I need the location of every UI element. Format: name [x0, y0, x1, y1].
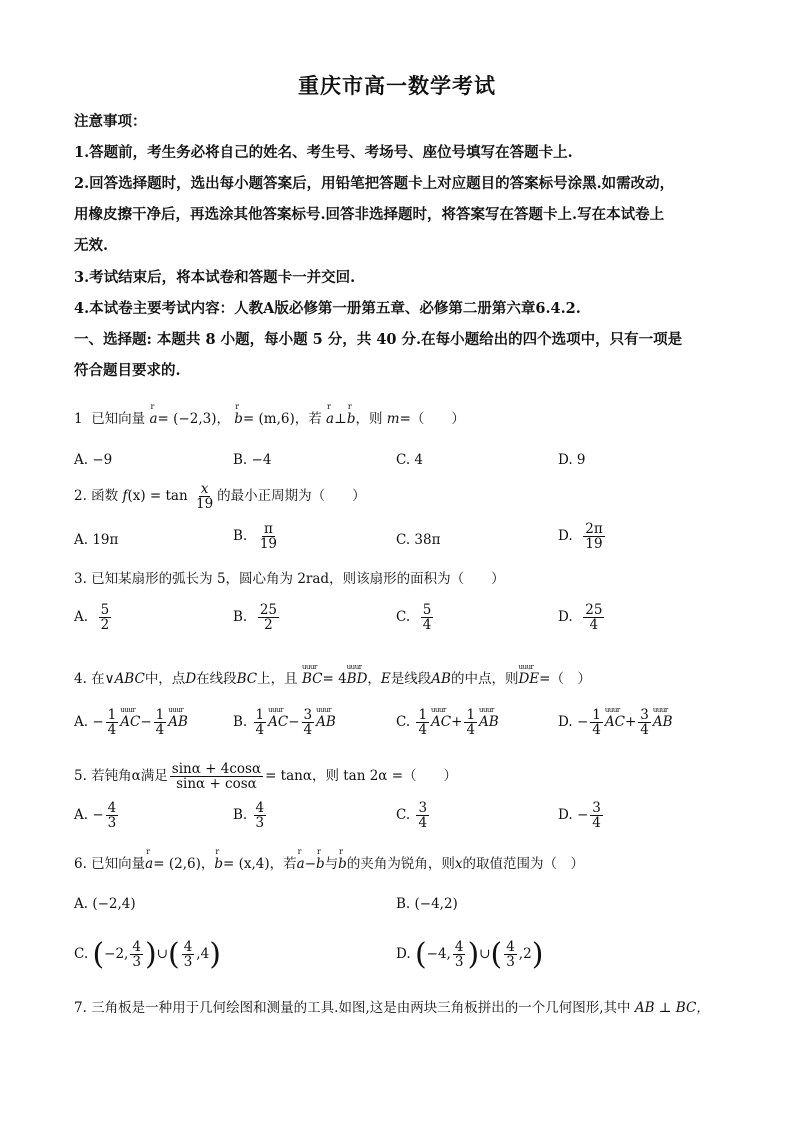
question-3-stem: 3. 已知某扇形的弧长为 5，圆心角为 2rad，则该扇形的面积为（ ）: [74, 571, 505, 587]
note-1: 1.答题前，考生务必将自己的姓名、考生号、考场号、座位号填写在答题卡上.: [74, 144, 573, 161]
question-4-option-d: D. − $\frac{1}{4}$ uuur AC+ $\frac{3}{4}$ uuur AB: [558, 708, 673, 737]
question-5-option-c: C. $\frac{3}{4}$: [396, 800, 428, 832]
question-1-option-a: A. −9: [74, 452, 113, 468]
question-5-option-d: D. − $\frac{3}{4}$: [558, 800, 601, 832]
question-2-option-c: C. 38π: [396, 532, 441, 548]
question-3-option-b: B. $\frac{25}{2}$: [233, 602, 277, 634]
question-1-option-b: B. −4: [233, 452, 272, 468]
question-4-option-c: C. $\frac{1}{4}$ uuur AC+ $\frac{1}{4}$ uuur AB: [396, 708, 499, 737]
question-1-option-c: C. 4: [396, 452, 424, 468]
question-4-option-b: B. $\frac{1}{4}$ uuur AC− $\frac{3}{4}$ uuur AB: [233, 708, 336, 737]
page-title: 重庆市高一数学考试: [298, 73, 496, 98]
question-5-option-a: A. − $\frac{4}{3}$: [74, 800, 117, 832]
question-6-option-c: C. (−2, $\frac{4}{3}$ )∪( $\frac{4}{3}$ ,4): [74, 937, 221, 972]
question-4-stem: 4. 在∨ABC中，点D在线段BC上，且 uuur BC= 4uuur BD，E是线段AB的中点，则uuur DE=（ ）: [74, 667, 591, 687]
question-6-option-a: A. (−2,4): [74, 896, 136, 912]
section-heading-line1: 一、选择题: 本题共 8 小题，每小题 5 分，共 40 分.在每小题给出的四个选项中，只有一项是: [74, 331, 683, 348]
question-5-option-b: B. $\frac{4}{3}$: [233, 800, 265, 832]
question-3-option-c: C. $\frac{5}{4}$: [396, 602, 432, 634]
question-1-stem: 1 已知向量 r a= (−2,3)， r b= (m,6)，若 r a⊥r b，则 m=（ ）: [74, 407, 465, 427]
question-3-option-d: D. $\frac{25}{4}$: [558, 602, 603, 634]
note-2-line1: 2.回答选择题时，选出每小题答案后，用铅笔把答题卡上对应题目的答案标号涂黑.如需改动，: [74, 175, 675, 192]
question-6-option-b: B. (−4,2): [396, 896, 458, 912]
question-6-stem: 6. 已知向量r a= (2,6)，r b= (x,4)，若r a−r b与r b的夹角为锐角，则x的取值范围为（ ）: [74, 852, 584, 872]
question-4-option-a: A. − $\frac{1}{4}$ uuur AC− $\frac{1}{4}$ uuur AB: [74, 708, 188, 737]
note-2-line2: 用橡皮擦干净后，再选涂其他答案标号.回答非选择题时，将答案写在答题卡上.写在本试卷上: [74, 206, 665, 223]
question-3-option-a: A. $\frac{5}{2}$: [74, 602, 110, 634]
question-2-option-d: D. $\frac{2\pi}{19}$: [558, 521, 603, 553]
question-5-stem: 5. 若钝角α满足 $\frac{\sin\alpha + 4\cos\alpha}{\sin\alpha + \cos\alpha}$ = tanα，则 tan 2α =（ ）: [74, 761, 458, 793]
question-6-option-d: D. (−4, $\frac{4}{3}$ )∪( $\frac{4}{3}$ ,2): [396, 937, 544, 972]
note-2-line3: 无效.: [74, 237, 109, 254]
note-4: 4.本试卷主要考试内容：人教A版必修第一册第五章、必修第二册第六章6.4.2.: [74, 300, 581, 317]
question-1-option-d: D. 9: [558, 452, 586, 468]
question-7-stem: 7. 三角板是一种用于几何绘图和测量的工具.如图,这是由两块三角板拼出的一个几何图形,其中 AB ⊥ BC，: [74, 1000, 710, 1016]
question-2-stem: 2. 函数 f(x) = tan $\frac{x}{19}$ 的最小正周期为（ ）: [74, 481, 366, 513]
note-3: 3.考试结束后，将本试卷和答题卡一并交回.: [74, 269, 356, 286]
question-2-option-b: B. $\frac{\pi}{19}$: [233, 521, 277, 553]
question-2-option-a: A. 19π: [74, 532, 119, 548]
notes-heading: 注意事项：: [74, 113, 147, 130]
section-heading-line2: 符合题目要求的.: [74, 362, 181, 379]
